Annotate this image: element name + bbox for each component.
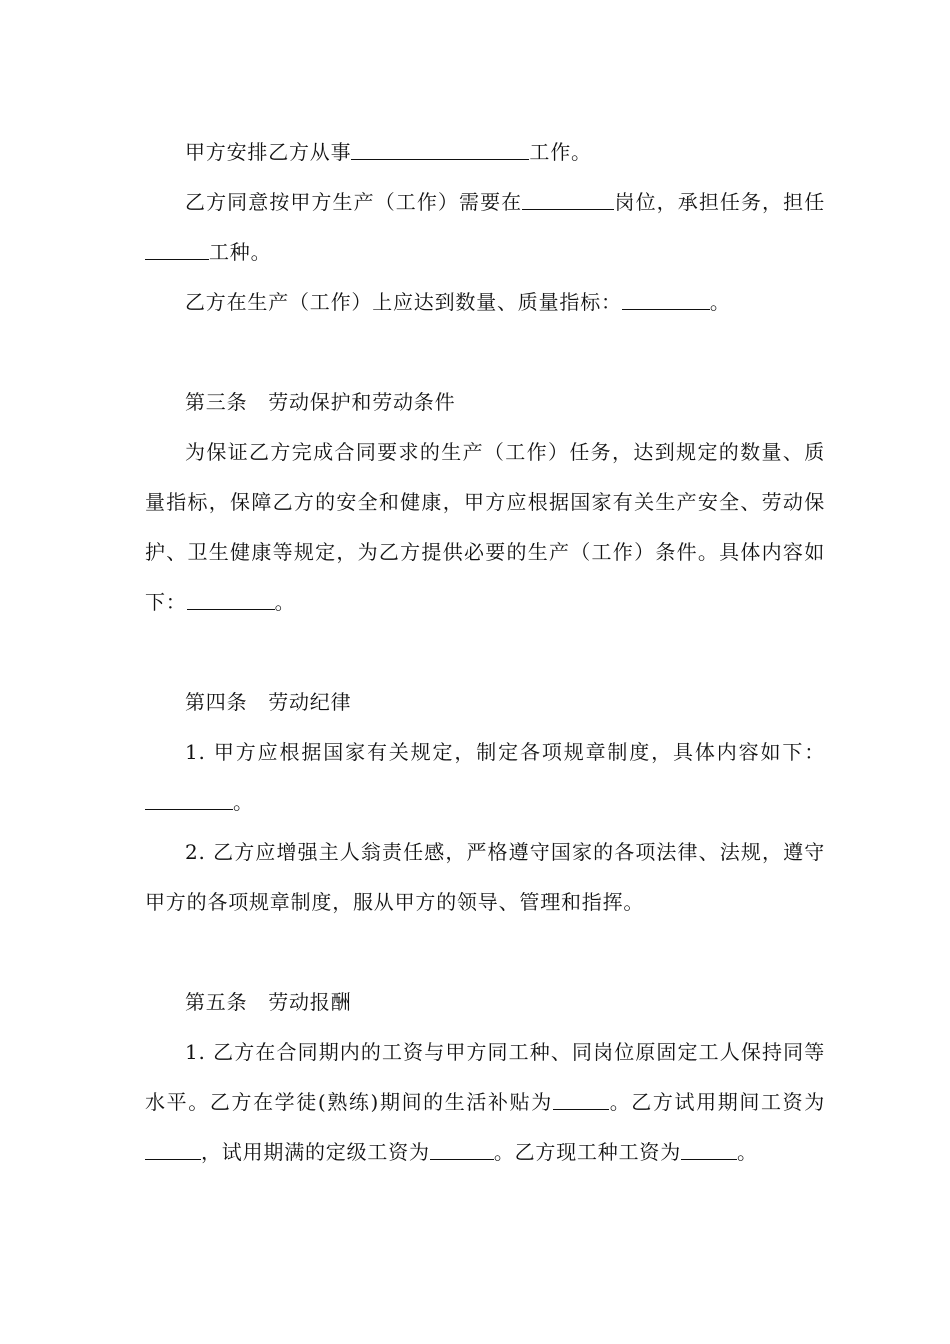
obligations-paragraph: 2. 乙方应增强主人翁责任感，严格遵守国家的各项法律、法规，遵守甲方的各项规章制度，服从甲方的领导、管理和指挥。	[145, 840, 825, 914]
text-segment: 甲方安排乙方从事	[185, 140, 352, 164]
salary-paragraph	[145, 1027, 825, 1177]
text-segment: 为保证乙方完成合同要求的生产（工作）任务，达到规定的数量、质量指标，保障乙方的安全和健康，甲方应根据国家有关生产安全、劳动保护、卫生健康等规定，为乙方提供必要的生产（工作）条件。具体内容如下：	[145, 440, 825, 614]
article-3-heading: 第三条 劳动保护和劳动条件	[185, 390, 456, 414]
rules-paragraph	[145, 727, 825, 827]
text-segment: 工种。	[209, 240, 272, 264]
text-segment: 1. 甲方应根据国家有关规定，制定各项规章制度，具体内容如下：	[185, 740, 825, 764]
probation-wage-blank[interactable]	[145, 1139, 201, 1160]
text-segment: 岗位，承担任务，担任	[614, 190, 825, 214]
work-assignment-paragraph	[145, 127, 825, 177]
text-segment: 乙方在生产（工作）上应达到数量、质量指标：	[185, 290, 622, 314]
position-blank[interactable]	[522, 189, 614, 210]
text-segment: 。	[274, 590, 296, 614]
working-conditions-paragraph	[145, 427, 825, 627]
quota-blank[interactable]	[622, 289, 710, 310]
text-segment: 。乙方试用期间工资为	[608, 1090, 826, 1114]
text-segment: 。	[737, 1140, 758, 1164]
quota-paragraph	[145, 277, 825, 327]
text-segment: 。	[233, 790, 254, 814]
article-4-heading: 第四条 劳动纪律	[185, 690, 352, 714]
contract-body	[145, 127, 825, 1177]
job-type-blank[interactable]	[145, 239, 209, 260]
graded-wage-blank[interactable]	[430, 1139, 494, 1160]
text-segment: 。	[709, 290, 731, 314]
text-segment: 。乙方现工种工资为	[493, 1140, 682, 1164]
text-segment: 1. 乙方在合同期内的工资与甲方同工种、同岗位原固定工人保持同等水平。乙方在学徒(熟练)期间的生活补贴为	[145, 1040, 825, 1114]
text-segment: ，试用期满的定级工资为	[201, 1140, 430, 1164]
position-paragraph	[145, 177, 825, 277]
conditions-blank[interactable]	[187, 589, 275, 610]
apprentice-allowance-blank[interactable]	[553, 1089, 609, 1110]
rules-blank[interactable]	[145, 789, 233, 810]
work-content-blank[interactable]	[351, 139, 529, 160]
text-segment: 工作。	[529, 140, 592, 164]
article-5-heading: 第五条 劳动报酬	[185, 990, 352, 1014]
current-wage-blank[interactable]	[681, 1139, 737, 1160]
text-segment: 乙方同意按甲方生产（工作）需要在	[185, 190, 523, 214]
